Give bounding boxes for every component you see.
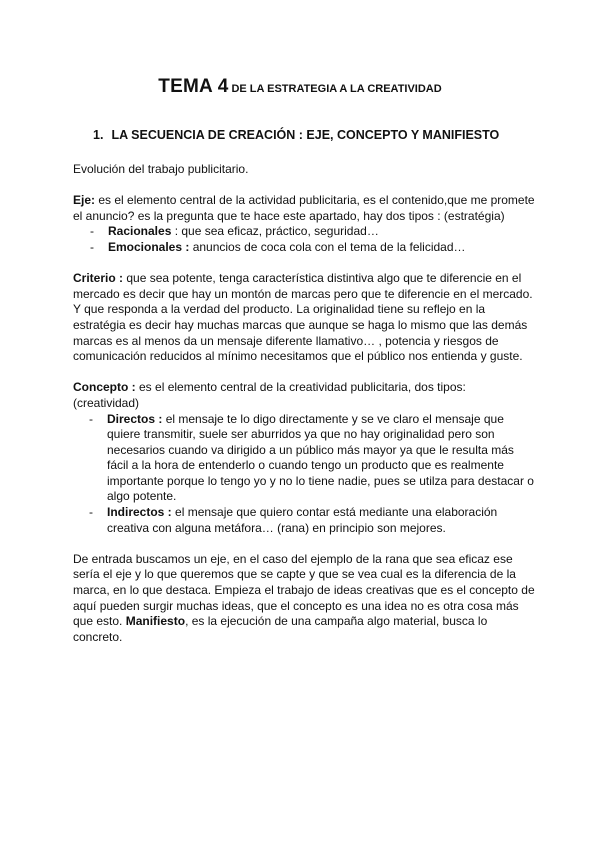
concepto-list	[73, 412, 535, 537]
title-subtitle: DE LA ESTRATEGIA A LA CREATIVIDAD	[231, 83, 442, 95]
list-item-text: : que sea eficaz, práctico, seguridad…	[171, 224, 379, 239]
section-number: 1.	[93, 128, 104, 142]
dash-marker: -	[89, 411, 93, 426]
closing-text-after: , es la ejecución de una campaña algo material, busca lo concreto.	[73, 614, 488, 644]
list-item-label: Emocionales :	[108, 239, 190, 254]
criterio-label: Criterio :	[73, 271, 124, 286]
eje-paragraph	[73, 193, 535, 224]
dash-marker: -	[89, 505, 93, 520]
section-heading	[93, 126, 499, 144]
manifiesto-label: Manifiesto	[125, 614, 186, 629]
list-item-text: el mensaje que quiero contar está mediante una elaboración creativa con alguna metáfora… (rana) en principio son mejores.	[107, 505, 498, 535]
concepto-text: es el elemento central de la creatividad publicitaria, dos tipos: (creatividad)	[73, 380, 466, 410]
list-item-text: el mensaje te lo digo directamente y se ve claro el mensaje que quiere transmitir, suele ser aburridos ya que no hay originalidad pero son necesarios cuando va dirigido a un público más mayor ya que le resulta más fácil a la hora de entenderlo o cuando tengo un producto que es realmente importante porque lo tengo yo y no lo tiene nadie, pues se utilza para destacar o algo potente.	[107, 411, 534, 504]
document-body	[73, 162, 535, 645]
list-item	[73, 224, 535, 240]
closing-text: De entrada buscamos un eje, en el caso del ejemplo de la rana que sea eficaz ese sería el eje y lo que queremos que se capte y que se vea cual es la diferencia de la marca, en lo que destaca. Empieza el trabajo de ideas creativas que es el concepto de aquí pueden surgir muchas ideas, que el concepto es una idea no es otra cosa más que esto.	[73, 551, 535, 629]
concepto-paragraph	[73, 380, 535, 411]
criterio-paragraph	[73, 271, 535, 365]
intro-paragraph: Evolución del trabajo publicitario.	[73, 162, 249, 176]
list-item-label: Directos :	[107, 411, 163, 426]
section-heading-text: LA SECUENCIA DE CREACIÓN : EJE, CONCEPTO Y MANIFIESTO	[111, 128, 500, 142]
concepto-label: Concepto :	[73, 380, 136, 395]
list-item	[73, 240, 535, 256]
list-item-label: Indirectos :	[107, 505, 172, 520]
eje-text: es el elemento central de la actividad publicitaria, es el contenido,que me promete el anuncio? es la pregunta que te hace este apartado, hay dos tipos : (estratégia)	[73, 193, 535, 223]
criterio-text: que sea potente, tenga característica distintiva algo que te diferencie en el mercado es decir que hay un montón de marcas pero que te diferencie en el mercado. Y que responda a la verdad del producto. La originalidad tiene su reflejo en la estratégia es decir hay muchas marcas que aunque se haga lo mismo que las demás marcas es al menos da un mensaje diferente llamativo… , potencia y riesgos de comunicación reducidos al mínimo necesitamos que el público nos entienda y guste.	[73, 271, 533, 364]
title-main: TEMA 4	[158, 76, 229, 97]
document-title	[0, 76, 600, 100]
closing-paragraph	[73, 552, 535, 646]
list-item-label: Racionales	[108, 224, 172, 239]
dash-marker: -	[90, 239, 94, 254]
dash-marker: -	[90, 224, 94, 239]
list-item	[73, 505, 535, 536]
list-item	[73, 412, 535, 506]
eje-list	[73, 224, 535, 255]
eje-label: Eje:	[73, 193, 96, 208]
list-item-text: anuncios de coca cola con el tema de la felicidad…	[189, 239, 466, 254]
